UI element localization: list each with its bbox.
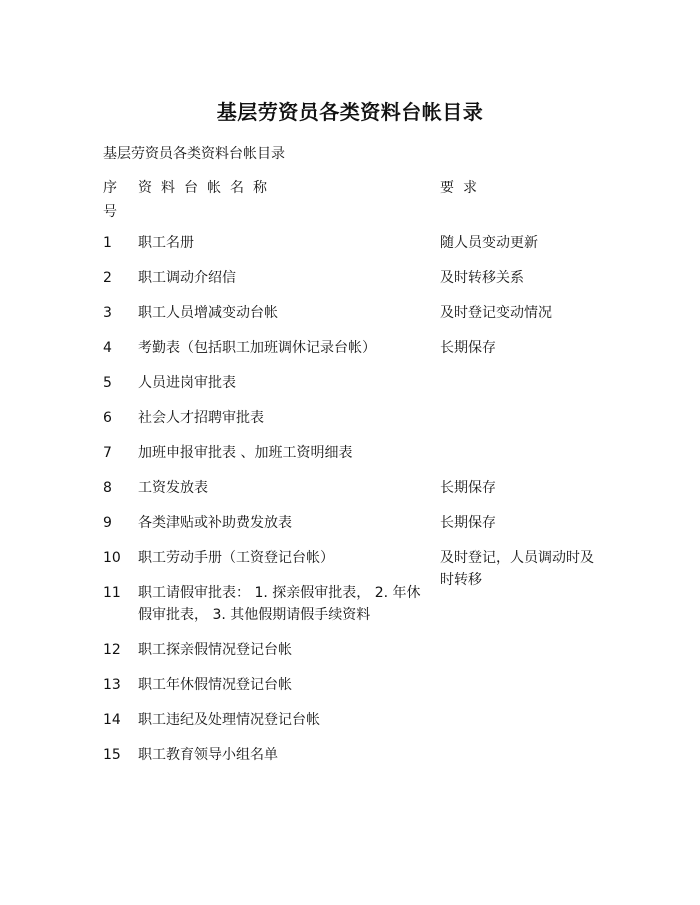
row-name: 职工探亲假情况登记台帐 [138, 642, 292, 658]
row-name: 职工请假审批表： 1. 探亲假审批表， 2. 年休假审批表， 3. 其他假期请假手续资料 [138, 585, 421, 623]
row-number: 4 [103, 340, 112, 356]
header-seq: 序号 [103, 180, 117, 220]
row-name: 职工名册 [138, 235, 194, 251]
row-requirement: 长期保存 [440, 480, 496, 496]
row-name: 职工教育领导小组名单 [138, 747, 278, 763]
table-row [103, 547, 623, 588]
row-requirement: 长期保存 [440, 515, 496, 531]
table-row [103, 477, 623, 499]
row-number: 5 [103, 375, 112, 391]
table-row [103, 232, 623, 254]
table-row [103, 744, 623, 766]
header-name: 资料台帐名称 [138, 180, 276, 196]
table-row [103, 512, 623, 534]
row-name: 职工年休假情况登记台帐 [138, 677, 292, 693]
row-number: 14 [103, 712, 121, 728]
row-number: 9 [103, 515, 112, 531]
row-number: 12 [103, 642, 121, 658]
table-row [103, 582, 623, 626]
row-name: 职工人员增减变动台帐 [138, 305, 278, 321]
row-number: 1 [103, 235, 112, 251]
table-row [103, 639, 623, 661]
table-row [103, 407, 623, 429]
document-title: 基层劳资员各类资料台帐目录 [216, 100, 484, 124]
row-name: 社会人才招聘审批表 [138, 410, 264, 426]
row-name: 考勤表（包括职工加班调休记录台帐） [138, 340, 376, 356]
row-name: 工资发放表 [138, 480, 208, 496]
row-requirement: 及时登记，人员调动时及时转移 [440, 550, 594, 588]
row-number: 3 [103, 305, 112, 321]
row-name: 各类津贴或补助费发放表 [138, 515, 292, 531]
row-requirement: 随人员变动更新 [440, 235, 538, 251]
row-number: 2 [103, 270, 112, 286]
row-name: 职工调动介绍信 [138, 270, 236, 286]
row-number: 6 [103, 410, 112, 426]
row-requirement: 及时登记变动情况 [440, 305, 552, 321]
table-row [103, 442, 623, 464]
row-requirement: 及时转移关系 [440, 270, 524, 286]
row-number: 13 [103, 677, 121, 693]
table-row [103, 372, 623, 394]
row-number: 7 [103, 445, 112, 461]
ledger-list [103, 232, 623, 779]
row-name: 职工违纪及处理情况登记台帐 [138, 712, 320, 728]
row-number: 10 [103, 550, 121, 566]
table-row [103, 267, 623, 289]
row-number: 8 [103, 480, 112, 496]
row-number: 15 [103, 747, 121, 763]
document-subtitle: 基层劳资员各类资料台帐目录 [103, 146, 285, 162]
row-name: 加班申报审批表 、加班工资明细表 [138, 445, 353, 461]
table-row [103, 302, 623, 324]
table-row [103, 674, 623, 696]
table-row [103, 337, 623, 359]
row-name: 人员进岗审批表 [138, 375, 236, 391]
row-requirement: 长期保存 [440, 340, 496, 356]
table-row [103, 709, 623, 731]
row-name: 职工劳动手册（工资登记台帐） [138, 550, 334, 566]
row-number: 11 [103, 585, 121, 601]
header-requirement: 要求 [440, 180, 486, 196]
